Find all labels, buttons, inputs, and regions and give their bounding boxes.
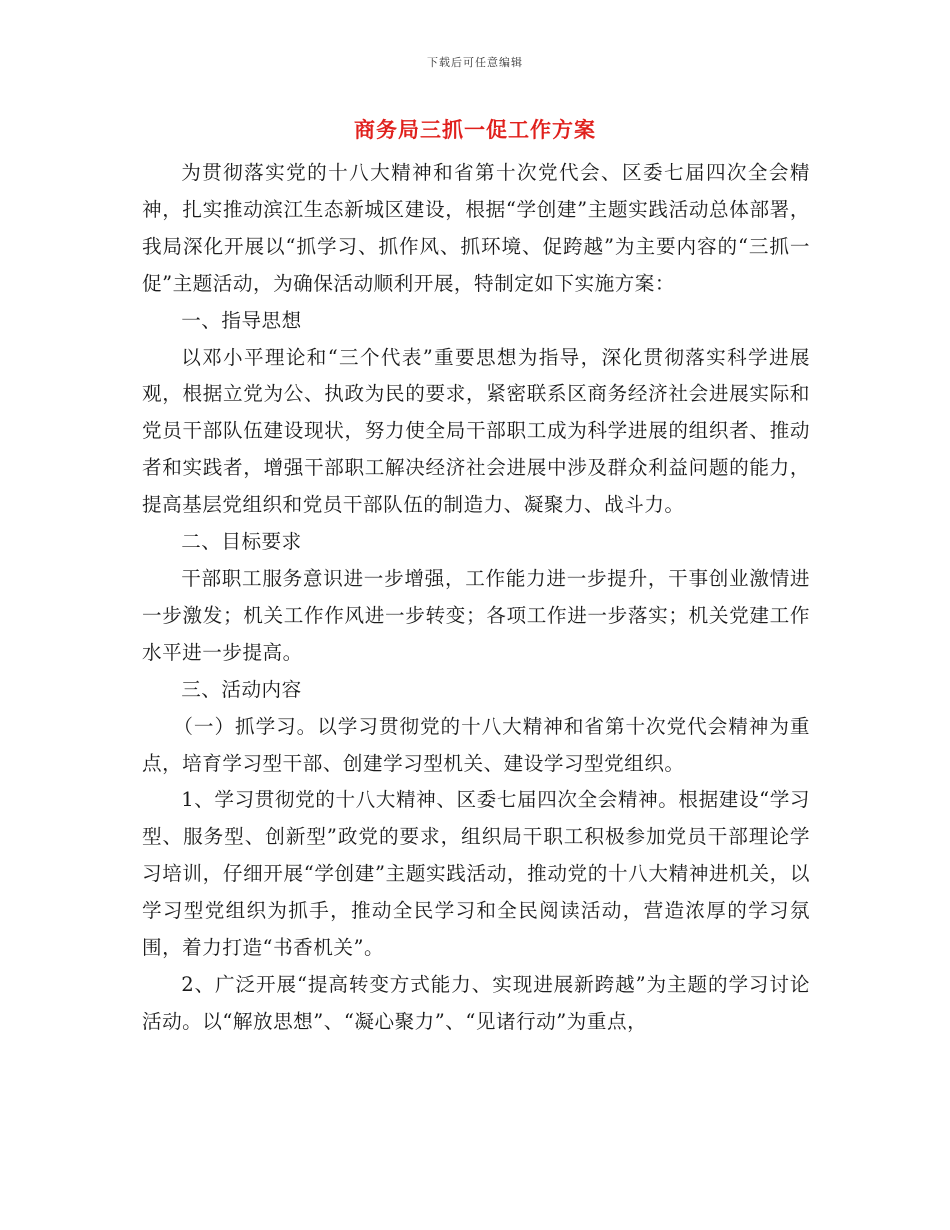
section-heading-activities: 三、活动内容 [181,677,302,701]
section-heading-goals: 二、目标要求 [181,530,302,554]
intro-paragraph: 为贯彻落实党的十八大精神和省第十次党代会、区委七届四次全会精神，扎实推动滨江生态新城区建设，根据“学创建”主题实践活动总体部署，我局深化开展以“抓学习、抓作风、抓环境、促跨越”为主要内容的“三抓一促”主题活动，为确保活动顺利开展，特制定如下实施方案： [142,161,810,295]
document-title: 商务局三抓一促工作方案 [354,118,596,142]
activity-study-paragraph: （一）抓学习。以学习贯彻党的十八大精神和省第十次党代会精神为重点，培育学习型干部、创建学习型机关、建设学习型党组织。 [142,714,810,775]
document-body [142,155,810,1041]
guiding-ideology-paragraph: 以邓小平理论和“三个代表”重要思想为指导，深化贯彻落实科学进展观，根据立党为公、执政为民的要求，紧密联系区商务经济社会进展实际和党员干部队伍建设现状，努力使全局干部职工成为科学进展的组织者、推动者和实践者，增强干部职工解决经济社会进展中涉及群众利益问题的能力，提高基层党组织和党员干部队伍的制造力、凝聚力、战斗力。 [142,345,810,517]
section-heading-guiding-ideology: 一、指导思想 [181,308,302,332]
activity-item-1-paragraph: 1、学习贯彻党的十八大精神、区委七届四次全会精神。根据建设“学习型、服务型、创新型”政党的要求，组织局干职工积极参加党员干部理论学习培训，仔细开展“学创建”主题实践活动，推动党的十八大精神进机关，以学习型党组织为抓手，推动全民学习和全民阅读活动，营造浓厚的学习氛围，着力打造“书香机关”。 [142,788,810,960]
goals-paragraph: 干部职工服务意识进一步增强，工作能力进一步提升，干事创业激情进一步激发；机关工作作风进一步转变；各项工作进一步落实；机关党建工作水平进一步提高。 [142,566,810,664]
download-editable-note: 下载后可任意编辑 [427,56,523,69]
activity-item-2-paragraph: 2、广泛开展“提高转变方式能力、实现进展新跨越”为主题的学习讨论活动。以“解放思想”、“凝心聚力”、“见诸行动”为重点， [142,972,810,1033]
